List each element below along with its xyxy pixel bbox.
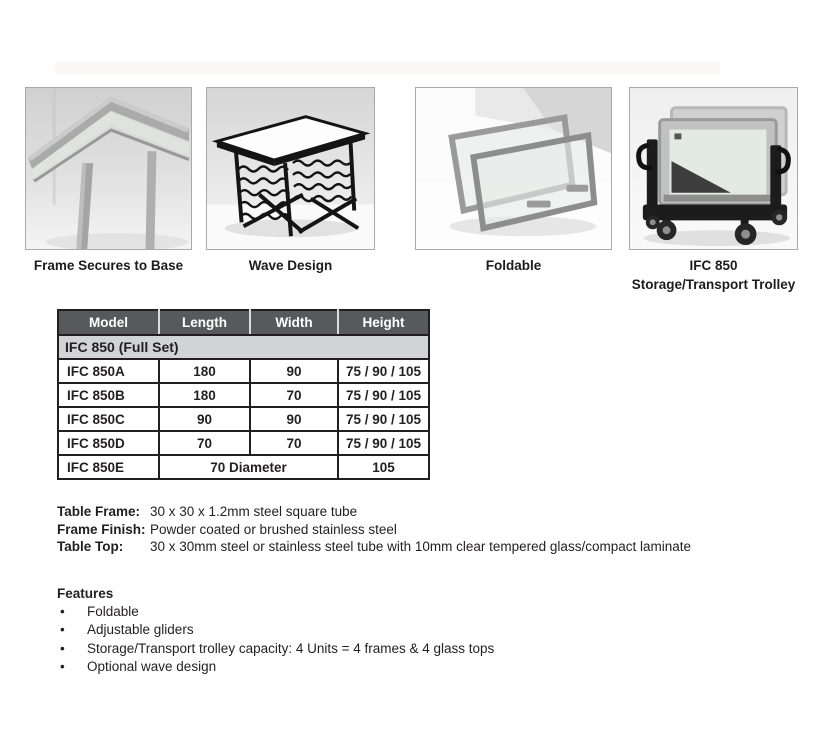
folded-frames-illustration [416,88,611,249]
specifications-block [57,503,691,556]
product-figure-wave-design [206,87,375,276]
height-cell: 75 / 90 / 105 [338,431,429,455]
spec-label: Table Top: [57,539,124,554]
product-figure-trolley [629,87,798,294]
product-figure-frame-secures [25,87,192,276]
wave-table-illustration [207,88,374,249]
bullet-icon: • [60,640,65,656]
height-cell: 75 / 90 / 105 [338,383,429,407]
figure-caption [629,257,798,294]
features-heading: Features [57,586,114,601]
bullet-icon: • [60,622,65,638]
frame-foot-right [566,185,588,192]
table-row [58,383,429,407]
product-image-wave-table [206,87,375,250]
product-image-table-corner [25,87,192,250]
list-item [57,658,494,676]
height-cell: 75 / 90 / 105 [338,359,429,383]
width-cell: 70 [250,431,338,455]
column-header-length: Length [159,310,250,335]
product-image-trolley [629,87,798,250]
table-corner-illustration [26,88,191,249]
spec-label: Table Frame: [57,504,141,519]
feature-text: Storage/Transport trolley capacity: 4 Units = 4 frames & 4 glass tops [87,640,495,656]
group-header-cell: IFC 850 (Full Set) [58,335,429,359]
spec-value: Powder coated or brushed stainless steel [150,521,397,537]
features-list [57,603,494,676]
list-item [57,621,494,639]
table-row [58,407,429,431]
product-figure-foldable [415,87,612,276]
column-header-model: Model [58,310,159,335]
figure-caption: Foldable [485,258,542,273]
model-cell: IFC 850C [58,407,159,431]
diameter-cell: 70 Diameter [159,455,338,479]
model-cell: IFC 850D [58,431,159,455]
spec-value: 30 x 30mm steel or stainless steel tube with 10mm clear tempered glass/compact laminate [150,539,691,554]
model-cell: IFC 850B [58,383,159,407]
frame-latch [674,133,681,139]
dimensions-table [57,309,430,480]
figure-caption-line2: Storage/Transport Trolley [631,276,796,292]
feature-text: Optional wave design [87,658,217,674]
height-cell: 75 / 90 / 105 [338,407,429,431]
list-item [57,640,494,658]
spec-line-table-top [57,538,691,556]
column-header-width: Width [250,310,338,335]
figure-caption: Wave Design [248,258,333,273]
bullet-icon: • [60,604,65,620]
frame-foot-left [527,201,551,208]
dimensions-table-wrap [57,309,430,480]
table-row [58,455,429,479]
list-item [57,603,494,621]
spec-value: 30 x 30 x 1.2mm steel square tube [150,504,358,519]
height-cell: 105 [338,455,429,479]
length-cell: 70 [159,431,250,455]
length-cell: 180 [159,359,250,383]
features-block [57,585,494,676]
spec-line-frame-finish [57,521,691,539]
table-header-row [58,310,429,335]
length-cell: 180 [159,383,250,407]
faint-scan-band [55,62,720,75]
spec-label: Frame Finish: [57,521,146,537]
bullet-icon: • [60,658,65,674]
width-cell: 70 [250,383,338,407]
trolley-illustration [630,88,797,249]
figure-caption: Frame Secures to Base [33,258,184,273]
length-cell: 90 [159,407,250,431]
group-header-row [58,335,429,359]
width-cell: 90 [250,407,338,431]
model-cell: IFC 850E [58,455,159,479]
table-row [58,359,429,383]
model-cell: IFC 850A [58,359,159,383]
product-image-folded-frames [415,87,612,250]
table-row [58,431,429,455]
feature-text: Adjustable gliders [87,622,194,638]
column-header-height: Height [338,310,429,335]
spec-line-table-frame [57,503,691,521]
width-cell: 90 [250,359,338,383]
figure-caption-line1: IFC 850 [689,258,738,273]
frame-rail [664,195,773,202]
feature-text: Foldable [87,604,139,620]
